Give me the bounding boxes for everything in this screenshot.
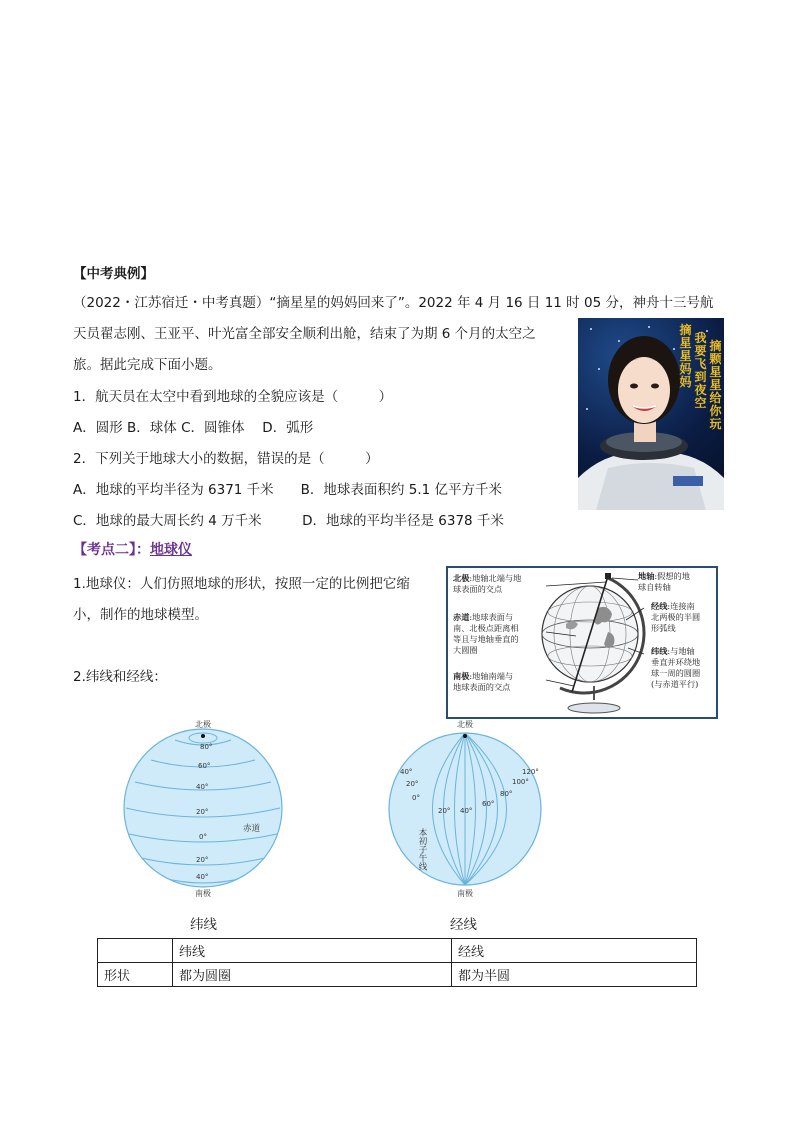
lat-tick-60: 60°: [198, 762, 211, 770]
section2-label: 【考点二】: [73, 542, 136, 558]
subsection-lat-lon: 2.纬线和经线：: [73, 669, 167, 685]
example-intro-line1: （2022・江苏宿迁・中考真题）“摘星星的妈妈回来了”。2022 年 4 月 16 日 11 时 05 分，神舟十三号航: [73, 295, 714, 311]
question-1: 1．航天员在太空中看到地球的全貌应该是（ ）: [73, 389, 393, 405]
lon-tick-100e: 100°: [512, 778, 529, 786]
lon-tick-20w: 20°: [406, 780, 419, 788]
question-2-options-cd: C．地球的最大周长约 4 万千米 D．地球的平均半径是 6378 千米: [73, 513, 504, 529]
lon-tick-120e: 120°: [522, 768, 539, 776]
label-north-pole: 北极:地轴北端与地 球表面的交点: [453, 573, 522, 594]
table-cell: 都为圆圈: [173, 963, 452, 987]
lat-tick-20s: 20°: [196, 856, 209, 864]
latitude-diagram: [115, 716, 295, 900]
label-parallel: 纬线:与地轴 垂直并环绕地 球一周的圆圈 (与赤道平行): [651, 646, 701, 689]
photo-caption-col1: 摘星星妈妈: [679, 323, 692, 389]
lon-tick-80e: 80°: [500, 790, 513, 798]
table-header-cell: 经线: [452, 939, 697, 963]
photo-caption-col2: 我要飞到夜空: [694, 331, 707, 410]
section2-heading: [73, 539, 192, 559]
example-intro-line2: 天员翟志刚、王亚平、叶光富全部安全顺利出舱，结束了为期 6 个月的太空之: [73, 326, 536, 342]
question-1-options: A．圆形 B．球体 C．圆锥体 D．弧形: [73, 420, 314, 436]
lat-tick-20n: 20°: [196, 808, 209, 816]
globe-definition-line1: 1.地球仪：人们仿照地球的形状，按照一定的比例把它缩: [73, 576, 410, 592]
table-cell: 形状: [98, 963, 173, 987]
longitude-diagram: [382, 716, 552, 900]
lon-prime-meridian-label: 本初子午线: [417, 828, 427, 871]
question-2-options-ab: A．地球的平均半径为 6371 千米 B．地球表面积约 5.1 亿平方千米: [73, 482, 502, 498]
table-header-cell: [98, 939, 173, 963]
lon-south-label: 南极: [457, 889, 473, 898]
table-header-cell: 纬线: [173, 939, 452, 963]
lat-tick-0: 0°: [199, 833, 207, 841]
label-equator: 赤道:地球表面与 南、北极点距离相 等且与地轴垂直的 大圆圈: [453, 612, 519, 655]
lat-equator-label: 赤道: [243, 824, 261, 834]
lat-south-label: 南极: [195, 889, 211, 898]
section2-topic: 地球仪: [150, 542, 192, 558]
label-south-pole: 南极:地轴南端与 地球表面的交点: [453, 671, 514, 692]
example-title: 【中考典例】: [73, 266, 154, 282]
globe-labelled-diagram: [446, 566, 718, 719]
lon-north-label: 北极: [457, 720, 473, 729]
latitude-caption: 纬线: [190, 917, 217, 933]
section2-sep: ：: [136, 542, 150, 558]
lon-tick-60e: 60°: [482, 800, 495, 808]
north-pole-point: [201, 734, 205, 738]
lat-tick-40s: 40°: [196, 873, 209, 881]
lat-north-label: 北极: [195, 720, 211, 729]
photo-caption-col3: 摘颗星星给你玩: [709, 339, 722, 431]
label-meridian: 经线:连接南 北两极的半圆 形弧线: [651, 601, 701, 633]
table-cell: 都为半圆: [452, 963, 697, 987]
table-row: [98, 963, 697, 987]
lon-tick-40e: 40°: [460, 807, 473, 815]
lat-tick-80: 80°: [200, 743, 213, 751]
table-header-row: [98, 939, 697, 963]
lon-tick-0: 0°: [412, 794, 420, 802]
lon-tick-40w: 40°: [400, 768, 413, 776]
example-intro-line3: 旅。据此完成下面小题。: [73, 357, 222, 373]
astronaut-photo: [578, 318, 724, 510]
longitude-caption: 经线: [450, 917, 477, 933]
lat-tick-40n: 40°: [196, 783, 209, 791]
question-2: 2．下列关于地球大小的数据，错误的是（ ）: [73, 451, 379, 467]
lon-tick-20e: 20°: [438, 807, 451, 815]
label-axis: 地轴:假想的地 球自转轴: [638, 571, 690, 592]
globe-definition-line2: 小，制作的地球模型。: [73, 607, 208, 623]
comparison-table: [97, 938, 697, 987]
north-pole-point-lon: [463, 734, 467, 738]
